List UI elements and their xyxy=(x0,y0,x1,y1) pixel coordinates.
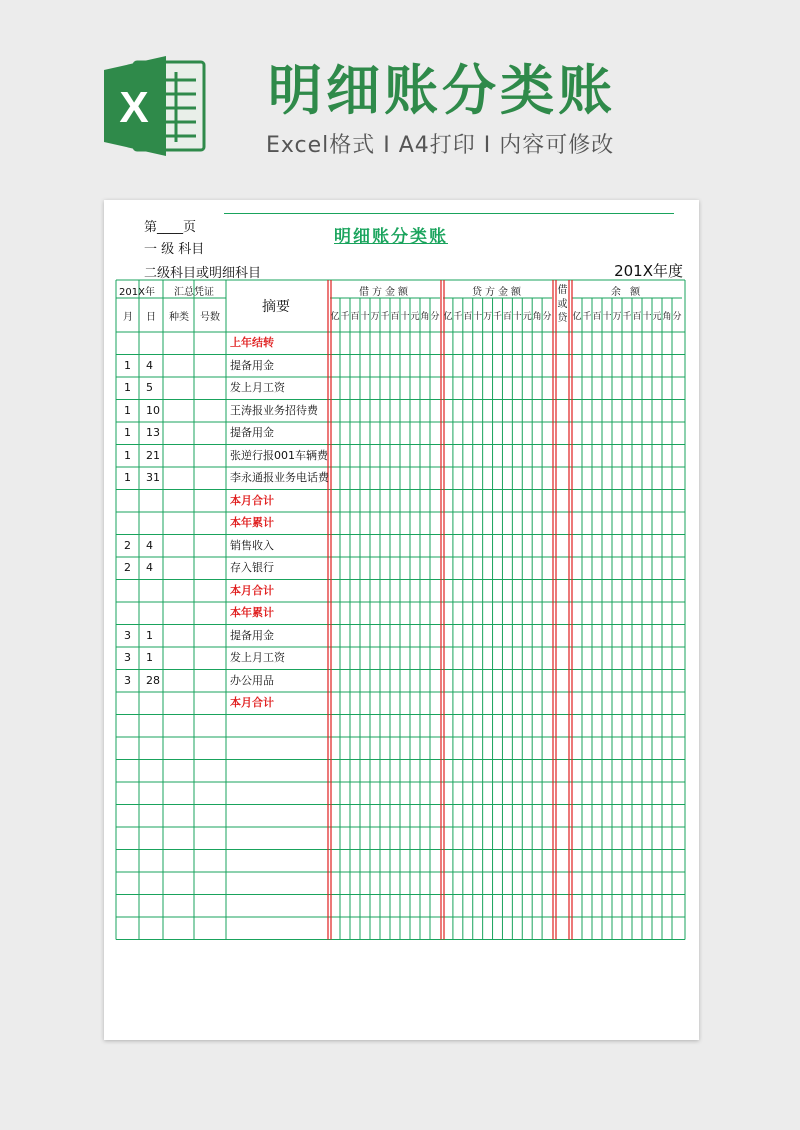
row-month: 3 xyxy=(124,628,131,642)
row-summary: 销售收入 xyxy=(230,538,274,552)
unit-header-2-8: 元 xyxy=(652,312,662,322)
row-day: 4 xyxy=(146,561,153,574)
month-col-header: 月 xyxy=(123,312,133,323)
unit-header-1-1: 千 xyxy=(453,312,463,322)
row-month: 1 xyxy=(124,448,131,462)
row-month: 1 xyxy=(124,403,131,417)
unit-header-1-8: 元 xyxy=(522,312,532,322)
logo-letter: X xyxy=(119,83,149,132)
row-month: 3 xyxy=(124,651,131,664)
row-summary: 本月合计 xyxy=(230,696,274,709)
row-day: 4 xyxy=(146,358,153,372)
unit-header-1-5: 千 xyxy=(492,312,502,322)
unit-header-0-7: 十 xyxy=(400,312,410,322)
row-month: 2 xyxy=(124,538,131,552)
row-month: 1 xyxy=(124,426,131,439)
row-day: 5 xyxy=(146,381,153,394)
ledger-grid xyxy=(104,200,699,1040)
unit-header-1-9: 角 xyxy=(532,312,542,322)
row-day: 4 xyxy=(146,538,153,552)
row-day: 10 xyxy=(146,403,160,417)
level2-label: 二级科目或明细科目 xyxy=(144,266,262,281)
day-col-header: 日 xyxy=(146,312,156,323)
voucher-col-header: 汇总凭证 xyxy=(174,287,214,298)
unit-header-2-10: 分 xyxy=(672,312,682,322)
row-summary: 王涛报业务招待费 xyxy=(230,403,318,417)
credit-col-header: 贷方金额 xyxy=(472,287,524,298)
row-summary: 提备用金 xyxy=(230,628,274,642)
unit-header-2-7: 十 xyxy=(642,312,652,322)
summary-col-header: 摘要 xyxy=(262,299,290,315)
unit-header-2-3: 十 xyxy=(602,312,612,322)
year-col-header: 201X年 xyxy=(119,287,155,298)
level1-label: 一 级 科目 xyxy=(144,242,205,257)
unit-header-2-4: 万 xyxy=(612,312,622,322)
unit-header-2-6: 百 xyxy=(632,312,642,322)
row-summary: 办公用品 xyxy=(230,673,274,687)
row-summary: 本年累计 xyxy=(230,516,274,529)
row-month: 1 xyxy=(124,381,131,394)
unit-header-0-3: 十 xyxy=(360,312,370,322)
row-summary: 本月合计 xyxy=(230,493,274,507)
unit-header-0-5: 千 xyxy=(380,312,390,322)
unit-header-0-6: 百 xyxy=(390,312,400,322)
unit-header-0-8: 元 xyxy=(410,312,420,322)
page-label: 第____页 xyxy=(144,220,197,235)
unit-header-2-9: 角 xyxy=(662,312,672,322)
ledger-sheet xyxy=(104,200,699,1040)
unit-header-0-4: 万 xyxy=(370,312,380,322)
unit-header-0-1: 千 xyxy=(340,312,350,322)
unit-header-0-9: 角 xyxy=(420,312,430,322)
unit-header-1-3: 十 xyxy=(473,312,483,322)
year-label: 201X年度 xyxy=(614,262,683,280)
row-summary: 上年结转 xyxy=(230,336,274,349)
direction-col-header: 借或贷 xyxy=(557,285,568,324)
unit-header-2-2: 百 xyxy=(592,312,602,322)
row-month: 1 xyxy=(124,358,131,372)
unit-header-0-0: 亿 xyxy=(330,312,340,322)
row-summary: 发上月工资 xyxy=(230,381,285,394)
row-day: 28 xyxy=(146,673,160,687)
unit-header-2-5: 千 xyxy=(622,312,632,322)
row-summary: 提备用金 xyxy=(230,358,274,372)
unit-header-1-2: 百 xyxy=(463,312,473,322)
row-summary: 李永通报业务电话费 xyxy=(230,471,329,484)
row-month: 2 xyxy=(124,561,131,574)
type-col-header: 种类 xyxy=(169,312,189,323)
unit-header-1-10: 分 xyxy=(542,312,552,322)
unit-header-0-10: 分 xyxy=(430,312,440,322)
sheet-title: 明细账分类账 xyxy=(334,227,448,247)
number-col-header: 号数 xyxy=(200,312,220,323)
banner-subtitle: Excel格式 I A4打印 I 内容可修改 xyxy=(266,133,615,158)
unit-header-1-0: 亿 xyxy=(443,312,453,322)
row-summary: 本年累计 xyxy=(230,606,274,619)
row-summary: 存入银行 xyxy=(230,561,274,574)
row-month: 1 xyxy=(124,471,131,484)
row-summary: 本月合计 xyxy=(230,583,274,597)
debit-col-header: 借方金额 xyxy=(359,287,411,298)
row-day: 1 xyxy=(146,651,153,664)
row-month: 3 xyxy=(124,673,131,687)
row-day: 1 xyxy=(146,628,153,642)
excel-logo-icon xyxy=(104,52,208,160)
row-summary: 张逆行报001车辆费 xyxy=(230,448,328,462)
balance-col-header: 余 额 xyxy=(610,287,644,298)
unit-header-2-1: 千 xyxy=(582,312,592,322)
unit-header-0-2: 百 xyxy=(350,312,360,322)
row-day: 31 xyxy=(146,471,160,484)
unit-header-1-6: 百 xyxy=(502,312,512,322)
row-summary: 提备用金 xyxy=(230,426,274,439)
banner-title: 明细账分类账 xyxy=(268,59,616,122)
row-summary: 发上月工资 xyxy=(230,651,285,664)
unit-header-1-4: 万 xyxy=(483,312,493,322)
row-day: 21 xyxy=(146,448,160,462)
row-day: 13 xyxy=(146,426,160,439)
unit-header-1-7: 十 xyxy=(512,312,522,322)
unit-header-2-0: 亿 xyxy=(572,312,582,322)
